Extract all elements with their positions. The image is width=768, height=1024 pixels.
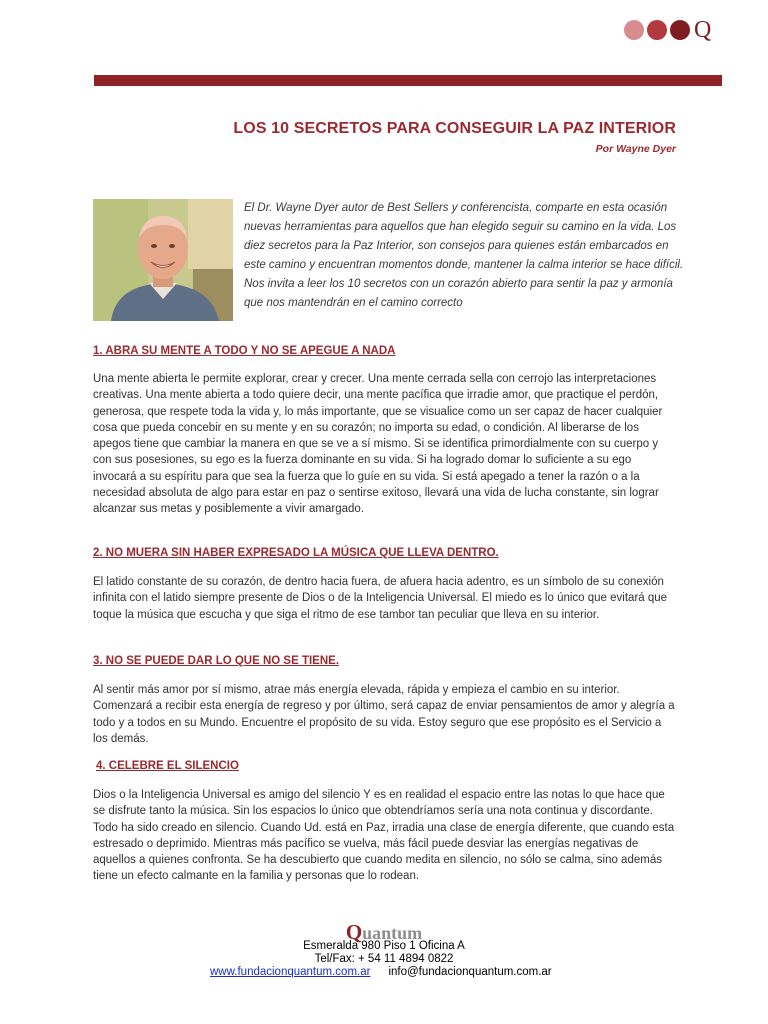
author-photo <box>93 199 233 321</box>
footer-brand-initial: Q <box>345 920 363 944</box>
page-title: LOS 10 SECRETOS PARA CONSEGUIR LA PAZ INTERIOR <box>233 120 676 137</box>
section-heading-3: 3. NO SE PUEDE DAR LO QUE NO SE TIENE. <box>93 655 340 667</box>
header-rule <box>94 75 722 86</box>
intro-paragraph: El Dr. Wayne Dyer autor de Best Sellers y conferencista, comparte en esta ocasión nuevas herramientas para aquellos que han elegido seguir su camino en la vida. Los diez secretos para la Paz Interior, son consejos para quienes están embarcados en este camino y encuentran momentos donde, mantener la calma interior se hace difícil. Nos invita a leer los 10 secretos con un corazón abierto para sentir la paz y armonía que nos mantendrán en el camino correcto <box>244 202 684 309</box>
logo-dot-dark <box>670 20 690 40</box>
logo-dot-medium <box>647 20 667 40</box>
footer-phone: Tel/Fax: + 54 11 4894 0822 <box>314 953 454 965</box>
section-body-2: El latido constante de su corazón, de dentro hacia fuera, de afuera hacia adentro, es un símbolo de su conexión infinita con el latido siempre presente de Dios o de la Inteligencia Universal. El miedo es lo único que evitará que toque la música que escucha y que siga el ritmo de ese tambor tan peculiar que lleva en su interior. <box>93 576 668 621</box>
footer-address: Esmeralda 980 Piso 1 Oficina A <box>303 940 465 952</box>
section-heading-4: 4. CELEBRE EL SILENCIO <box>96 760 239 772</box>
footer-brand-rest: uantum <box>362 923 423 943</box>
footer-links <box>210 966 552 978</box>
logo-dot-light <box>624 20 644 40</box>
footer-email: info@fundacionquantum.com.ar <box>388 966 552 978</box>
author-byline: Por Wayne Dyer <box>595 143 676 155</box>
logo-letter: Q <box>694 17 712 43</box>
website-link[interactable]: www.fundacionquantum.com.ar <box>210 966 371 978</box>
section-heading-2: 2. NO MUERA SIN HABER EXPRESADO LA MÚSICA QUE LLEVA DENTRO. <box>93 547 499 559</box>
brand-logo <box>624 19 711 41</box>
section-body-1: Una mente abierta le permite explorar, crear y crecer. Una mente cerrada sella con cerrojo las interpretaciones creativas. Una mente abierta a todo quiere decir, una mente pacífica que irradie amor, que practique el perdón, generosa, que respete toda la vida y, lo más importante, que se visualice como un ser capaz de hacer cualquier cosa que pueda concebir en su mente y en su corazón; no importa su edad, o condición. Al liberarse de los apegos tiene que cambiar la manera en que se ve a sí mismo. Si se identifica primordialmente con su cuerpo y con sus posesiones, su ego es la fuerza dominante en su vida. Si ha logrado domar lo suficiente a su ego invocará a su espíritu para que sea la fuerza que lo guíe en su vida. Si está apegado a tener la razón o a la necesidad absoluta de algo para estar en paz o sentirse exitoso, llevará una vida de lucha constante, sin lograr alcanzar sus metas y posiblemente a vivir amargado. <box>93 373 663 516</box>
section-heading-1: 1. ABRA SU MENTE A TODO Y NO SE APEGUE A NADA <box>93 345 396 357</box>
section-body-3: Al sentir más amor por sí mismo, atrae más energía elevada, rápida y empieza el cambio en su interior. Comenzará a recibir esta energía de regreso y por último, será capaz de enviar pensamientos de amor y alegría a todo y a todos en su Mundo. Encuentre el propósito de su vida. Estoy seguro que ese propósito es el Servicio a los demás. <box>93 684 675 745</box>
section-body-4: Dios o la Inteligencia Universal es amigo del silencio Y es en realidad el espacio entre las notas lo que hace que se disfrute tanto la música. Sin los espacios lo único que obtendríamos sería una nota continua y discordante. Todo ha sido creado en silencio. Cuando Ud. está en Paz, irradia una clase de energía diferente, que cuando esta estresado o deprimido. Mientras más pacífico se vuelva, más fácil puede desviar las energías negativas de aquellos a quienes confronta. Se ha descubierto que cuando medita en silencio, no sólo se calma, sino además tiene un efecto calmante en la familia y personas que lo rodean. <box>93 789 675 883</box>
author-portrait-image <box>93 199 233 321</box>
